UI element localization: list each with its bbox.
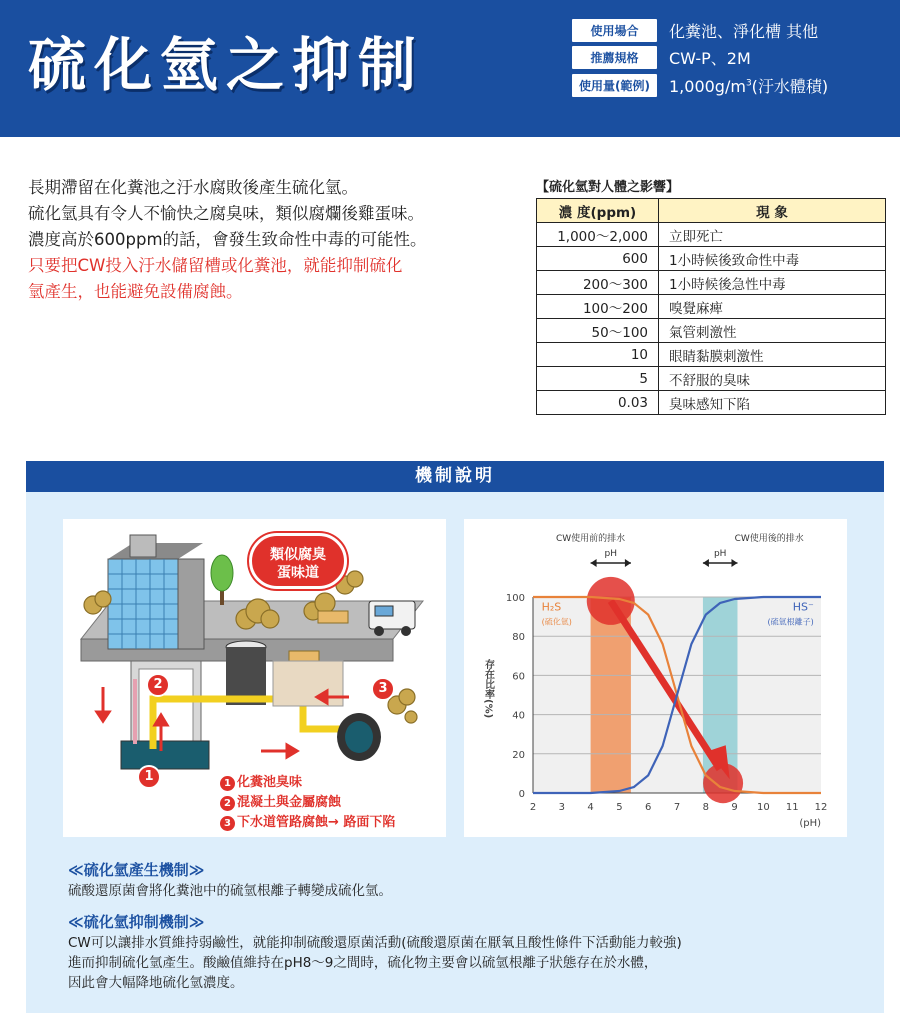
marker-3: 3 — [371, 677, 395, 701]
effect-cell: 臭味感知下陷 — [659, 391, 886, 415]
x-tick-label: 2 — [529, 802, 537, 813]
bubble-text: 類似腐臭 — [270, 547, 326, 563]
odor-speech-bubble — [249, 533, 347, 589]
table-row — [537, 271, 886, 295]
column-header-effect: 現 象 — [659, 199, 886, 223]
y-tick-label: 60 — [512, 671, 525, 683]
septic-tank-sludge — [121, 741, 209, 769]
x-tick-label: 7 — [673, 802, 681, 813]
section-text: 硫酸還原菌會將化糞池中的硫氫根離子轉變成硫化氫。 — [68, 883, 392, 899]
header-banner — [0, 0, 900, 137]
truck-wheel — [374, 626, 384, 636]
annotation-after: CW使用後的排水 — [734, 534, 804, 544]
page-title: 硫化氫之抑制 — [28, 31, 425, 99]
effect-cell: 不舒服的臭味 — [659, 367, 886, 391]
spec-value — [669, 74, 828, 97]
intro-line: 硫化氫具有令人不愉快之腐臭味，類似腐爛後雞蛋味。 — [28, 204, 424, 223]
concentration-cell: 100〜200 — [537, 295, 659, 319]
illustration-panel — [63, 519, 446, 837]
effect-cell: 立即死亡 — [659, 223, 886, 247]
table-row — [537, 343, 886, 367]
building-side — [178, 559, 204, 649]
table-row — [537, 319, 886, 343]
legend-item-3 — [220, 811, 395, 831]
section-heading-suppression: ≪硫化氫抑制機制≫ — [68, 913, 205, 931]
concentration-cell: 200〜300 — [537, 271, 659, 295]
spec-row-dosage — [572, 73, 828, 97]
table-row — [537, 391, 886, 415]
x-tick-label: 12 — [814, 802, 828, 813]
spec-label: 使用量(範例) — [572, 74, 657, 97]
x-tick-label: 4 — [587, 802, 594, 813]
section-heading-generation: ≪硫化氫產生機制≫ — [68, 861, 205, 879]
range-arrow-head — [703, 559, 709, 567]
concentration-cell: 5 — [537, 367, 659, 391]
spec-value: 化糞池、淨化槽 其他 — [669, 21, 819, 41]
annotation-ph-before: pH — [604, 549, 618, 559]
table-row — [537, 295, 886, 319]
tree-icon — [211, 555, 233, 591]
marker-1: 1 — [137, 765, 161, 789]
y-tick-label: 40 — [512, 710, 525, 722]
mechanism-title: 機制說明 — [26, 461, 884, 492]
x-tick-label: 6 — [645, 802, 652, 813]
legend-number: 1 — [220, 776, 235, 791]
intro-highlight-line: 氫產生，也能避免設備腐蝕。 — [28, 282, 243, 301]
effect-cell: 1小時候後致命性中毒 — [659, 247, 886, 271]
x-tick-label: 8 — [702, 802, 709, 813]
column-header-concentration: 濃 度(ppm) — [537, 199, 659, 223]
annotation-before: CW使用前的排水 — [556, 534, 626, 544]
intro-highlight-line: 只要把CW投入汙水儲留槽或化糞池，就能抑制硫化 — [28, 256, 403, 275]
marker-2: 2 — [146, 673, 170, 697]
table-row — [537, 247, 886, 271]
spec-label: 推薦規格 — [572, 46, 657, 69]
effect-cell: 眼睛黏膜刺激性 — [659, 343, 886, 367]
series-label-h2s: H₂S — [541, 600, 562, 614]
concentration-cell: 50〜100 — [537, 319, 659, 343]
legend-number: 3 — [220, 816, 235, 831]
x-tick-label: 9 — [731, 802, 738, 813]
legend-number: 2 — [220, 796, 235, 811]
effects-table-title: 【硫化氫對人體之影響】 — [536, 180, 680, 195]
bubble-text: 蛋味道 — [277, 565, 319, 581]
ph-distribution-chart — [464, 519, 847, 837]
x-axis-label: (pH) — [799, 818, 821, 829]
brick-icon — [318, 611, 348, 623]
dosage-amount: 1,000g/m — [669, 76, 746, 96]
effects-table-body — [537, 223, 886, 415]
x-tick-label: 5 — [616, 802, 623, 813]
mechanism-section — [26, 461, 884, 1013]
section-text: 進而抑制硫化氫產生。酸鹼值維持在pH8〜9之間時，硫化物主要會以硫氫根離子狀態存在於水體， — [68, 955, 658, 971]
y-tick-label: 100 — [505, 593, 525, 604]
spec-value: CW-P、2M — [669, 48, 751, 68]
spec-label: 使用場合 — [572, 19, 657, 42]
table-header-row — [537, 199, 886, 223]
effects-table — [536, 198, 886, 415]
table-row — [537, 367, 886, 391]
legend-item-1 — [220, 771, 302, 791]
intro-line: 長期滯留在化糞池之汙水腐敗後產生硫化氫。 — [28, 178, 358, 197]
sewer-pipe-water — [345, 721, 373, 753]
section-text: CW可以讓排水質維持弱鹼性，就能抑制硫酸還原菌活動(硫酸還原菌在厭氧且酸性條件下活動能力較強) — [68, 935, 682, 951]
spec-row-usage — [572, 18, 818, 42]
legend-text: 下水道管路腐蝕→ 路面下陷 — [237, 815, 396, 830]
concentration-cell: 600 — [537, 247, 659, 271]
legend-text: 化糞池臭味 — [237, 775, 303, 790]
legend-text: 混凝土與金屬腐蝕 — [237, 795, 342, 810]
series-label-hs: HS⁻ — [792, 600, 814, 614]
range-arrow-head — [591, 559, 597, 567]
rooftop-unit — [130, 535, 156, 557]
effect-cell: 嗅覺麻痺 — [659, 295, 886, 319]
y-tick-label: 20 — [512, 749, 525, 761]
concentration-cell: 0.03 — [537, 391, 659, 415]
effect-cell: 氣管刺激性 — [659, 319, 886, 343]
concentration-cell: 10 — [537, 343, 659, 367]
chart-panel — [464, 519, 847, 837]
truck-wheel — [401, 626, 411, 636]
annotation-ph-after: pH — [713, 549, 727, 559]
y-tick-label: 80 — [512, 632, 525, 644]
range-arrow-head — [625, 559, 631, 567]
y-tick-label: 0 — [518, 789, 525, 800]
dosage-suffix: (汙水體積) — [751, 76, 829, 96]
section-text: 因此會大幅降地硫化氫濃度。 — [68, 975, 244, 991]
range-arrow-head — [731, 559, 737, 567]
spec-row-model — [572, 45, 751, 69]
concentration-cell: 1,000〜2,000 — [537, 223, 659, 247]
x-tick-label: 10 — [757, 802, 770, 813]
intro-text — [28, 175, 508, 305]
series-sublabel-h2s: (硫化氫) — [541, 617, 572, 627]
x-tick-label: 11 — [785, 802, 799, 813]
x-tick-label: 3 — [558, 802, 565, 813]
effect-cell: 1小時候後急性中毒 — [659, 271, 886, 295]
dosage-exponent: 3 — [745, 78, 752, 89]
intro-line: 濃度高於600ppm的話，會發生致命性中毒的可能性。 — [28, 230, 427, 249]
series-sublabel-hs: (硫氫根離子) — [767, 617, 814, 627]
road-support — [273, 661, 343, 706]
table-row — [537, 223, 886, 247]
legend-item-2 — [220, 791, 341, 811]
truck-window — [375, 606, 393, 616]
y-axis-label: 存在比率(%) — [482, 659, 494, 719]
